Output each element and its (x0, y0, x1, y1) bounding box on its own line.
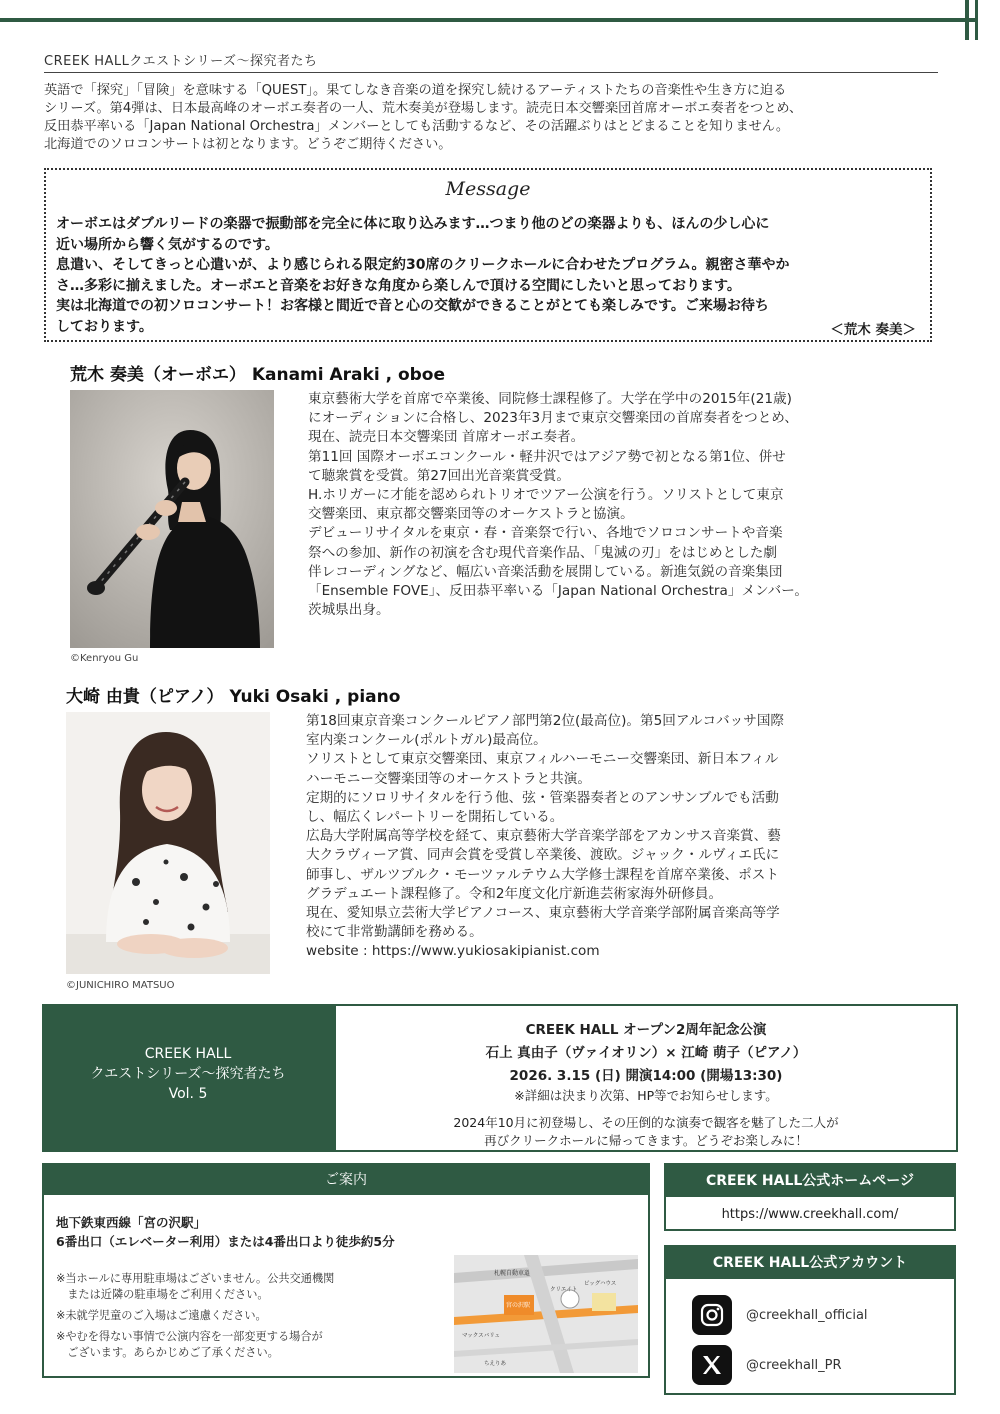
top-frame-decoration (0, 0, 1000, 40)
bio-line: 交響楽団、東京都交響楽団等のオーケストラと協演。 (308, 506, 634, 523)
artist2-website[interactable]: website : https://www.yukiosakipianist.com (306, 943, 600, 960)
message-title: Message (445, 178, 531, 200)
intro-line: シリーズ。第4弾は、日本最高峰のオーボエ奏者の一人、荒木奏美が登場します。読売日本交響楽団首席オーボエ奏者をつとめ、 (44, 101, 803, 116)
bio-line: 室内楽コンクール(ポルトガル)最高位。 (306, 732, 547, 749)
map-label: クリエイト (550, 1287, 578, 1293)
instagram-icon (692, 1295, 732, 1335)
message-box (44, 168, 932, 342)
next-concert-note: ※詳細は決まり次第、HP等でお知らせします。 (514, 1088, 778, 1103)
map-station-label: 宮の沢駅 (506, 1302, 531, 1309)
artist2-bio (306, 712, 784, 962)
homepage-link[interactable]: https://www.creekhall.com/ (721, 1207, 899, 1222)
intro-text (44, 82, 944, 154)
pianist-photo-illustration (66, 712, 270, 974)
message-line: しております。 (56, 318, 153, 335)
next-concert-title: CREEK HALL オープン2周年記念公演 (525, 1022, 767, 1038)
bio-line: て聴衆賞を受賞。第27回出光音楽賞受賞。 (308, 467, 570, 484)
bio-line: ソリストとして東京交響楽団、東京フィルハーモニー交響楽団、新日本フィル (306, 751, 779, 768)
bio-line: 広島大学附属高等学校を経て、東京藝術大学音楽学部をアカンサス音楽賞、藝 (306, 828, 781, 845)
bio-line: 定期的にソロリサイタルを行う他、弦・管楽器奏者とのアンサンブルでも活動 (306, 789, 779, 806)
accounts-panel (664, 1245, 956, 1395)
bio-line: 祭への参加、新作の初演を含む現代音楽作品、「鬼滅の刃」をはじめとした劇 (308, 544, 777, 561)
message-body (56, 214, 922, 337)
artist2-name: 大崎 由貴（ピアノ） Yuki Osaki , piano (66, 687, 401, 707)
bio-line: し、幅広くレパートリーを開拓している。 (306, 809, 564, 826)
message-line: 実は北海道での初ソロコンサート！お客様と間近で音と心の交歓ができることがとても楽しみです。ご来場お待ち (56, 298, 769, 314)
next-concert-performers: 石上 真由子（ヴァイオリン）× 江崎 萌子（ピアノ） (485, 1045, 807, 1061)
bio-line: ハーモニー交響楽団等のオーケストラと共演。 (306, 770, 591, 787)
bio-line: 伴レコーディングなど、幅広い音楽活動を展開している。新進気鋭の音楽集団 (308, 563, 783, 580)
map-label: ビッグハウス (584, 1281, 617, 1287)
x-logo-icon (692, 1345, 732, 1385)
note-line: ございます。あらかじめご了承ください。 (56, 1346, 279, 1359)
guide-station (56, 1213, 395, 1251)
accounts-header: CREEK HALL公式アカウント (666, 1247, 954, 1279)
instagram-account[interactable] (692, 1295, 868, 1335)
x-handle: @creekhall_PR (746, 1357, 842, 1373)
bio-line: 「Ensemble FOVE」、反田恭平率いる「Japan National Orchestra」メンバー。 (308, 583, 808, 600)
guide-notes (56, 1271, 334, 1361)
map-road-label: 札幌自動車道 (494, 1270, 531, 1277)
bio-line: 第18回東京音楽コンクールピアノ部門第2位(最高位)。第5回アルコバッサ国際 (306, 713, 785, 729)
bio-line: デビューリサイタルを東京・春・音楽祭で行い、各地でソロコンサートや音楽 (308, 525, 783, 542)
intro-line: 反田恭平率いる「Japan National Orchestra」メンバーとしても活動するなど、その活躍ぶりはとどまることを知りません。 (44, 119, 790, 134)
x-account[interactable] (692, 1345, 842, 1385)
instagram-handle: @creekhall_official (746, 1307, 868, 1323)
vol-line: CREEK HALL (144, 1046, 232, 1062)
next-concert-description (336, 1114, 956, 1150)
message-line: 息遣い、そしてきっと心遣いが、より感じられる限定約30席のクリークホールに合わせたプログラム。親密さ華やか (56, 257, 790, 273)
bio-line: グラデュエート課程修了。令和2年度文化庁新進芸術家海外研修員。 (306, 885, 723, 902)
series-rule (44, 72, 938, 73)
next-concert-panel (334, 1004, 958, 1152)
bio-line: 茨城県出身。 (308, 602, 390, 619)
note-line: ※未就学児童のご入場はご遠慮ください。 (56, 1309, 267, 1322)
bio-line: 師事し、ザルツブルク・モーツァルテウム大学修士課程を首席卒業後、ポスト (306, 866, 779, 883)
map-label: マックスバリュ (462, 1333, 501, 1339)
intro-line: 英語で「探究」「冒険」を意味する「QUEST」。果てしなき音楽の道を探究し続けるアーティストたちの音楽性や生き方に迫る (44, 83, 787, 98)
homepage-panel (664, 1163, 956, 1231)
artist2-photo (66, 712, 270, 974)
bio-line: 現在、読売日本交響楽団 首席オーボエ奏者。 (308, 429, 585, 446)
note-line: または近隣の駐車場をご利用ください。 (56, 1288, 269, 1301)
next-volume-panel (42, 1004, 334, 1152)
access-map[interactable] (454, 1255, 638, 1373)
desc-line: 2024年10月に初登場し、その圧倒的な演奏で観客を魅了した二人が (453, 1115, 839, 1130)
note-line: ※やむを得ない事情で公演内容を一部変更する場合が (56, 1330, 323, 1343)
message-signature: ＜荒木 奏美＞ (830, 322, 916, 338)
bio-line: 東京藝術大学を首席で卒業後、同院修士課程修了。大学在学中の2015年(21歳) (308, 391, 792, 407)
next-concert-date: 2026. 3.15 (日) 開演14:00 (開場13:30) (509, 1068, 783, 1084)
access-guide-panel (42, 1163, 650, 1378)
artist1-photo-credit: ©Kenryou Gu (70, 653, 139, 664)
map-label: ちえりあ (484, 1361, 507, 1367)
series-header: CREEK HALLクエストシリーズ～探究者たち (44, 54, 318, 69)
bio-line: 第11回 国際オーボエコンクール・軽井沢ではアジア勢で初となる第1位、併せ (308, 448, 786, 465)
artist1-name: 荒木 奏美（オーボエ） Kanami Araki , oboe (70, 365, 446, 385)
station-line: 地下鉄東西線「宮の沢駅」 (56, 1215, 207, 1230)
bio-line: H.ホリガーに才能を認められトリオでツアー公演を行う。ソリストとして東京 (308, 487, 784, 504)
bio-line: 大クラヴィーア賞、同声会賞を受賞し卒業後、渡欧。ジャック・ルヴィエ氏に (306, 847, 780, 864)
oboist-photo-illustration (70, 390, 274, 648)
guide-header: ご案内 (44, 1165, 648, 1195)
message-line: オーボエはダブルリードの楽器で振動部を完全に体に取り込みます…つまり他のどの楽器よりも、ほんの少し心に (56, 216, 770, 232)
vol-line: Vol. 5 (168, 1086, 208, 1102)
artist1-photo (70, 390, 274, 648)
artist2-photo-credit: ©JUNICHIRO MATSUO (66, 980, 175, 991)
artist1-bio (308, 390, 808, 620)
top-frame-vline (965, 0, 969, 40)
message-line: さ…多彩に揃えました。オーボエと音楽をお好きな角度から楽しんで頂ける空間にしたいと思っております。 (56, 277, 741, 294)
bio-line: 校にて非常勤講師を務める。 (306, 924, 483, 941)
vol-line: クエストシリーズ～探究者たち (90, 1066, 286, 1082)
bio-line: にオーディションに合格し、2023年3月まで東京交響楽団の首席奏者をつとめ、 (308, 410, 798, 427)
top-frame-bar (0, 18, 975, 40)
map-illustration (454, 1255, 638, 1373)
station-line: 6番出口（エレベーター利用）または4番出口より徒歩約5分 (56, 1234, 395, 1249)
desc-line: 再びクリークホールに帰ってきます。どうぞお楽しみに！ (484, 1133, 808, 1148)
message-line: 近い場所から響く気がするのです。 (56, 236, 279, 253)
top-frame-vline2 (975, 0, 978, 40)
homepage-header: CREEK HALL公式ホームページ (666, 1165, 954, 1197)
intro-line: 北海道でのソロコンサートは初となります。どうぞご期待ください。 (44, 137, 452, 152)
note-line: ※当ホールに専用駐車場はございません。公共交通機関 (56, 1272, 335, 1285)
bio-line: 現在、愛知県立芸術大学ピアノコース、東京藝術大学音楽学部附属音楽高等学 (306, 905, 780, 922)
